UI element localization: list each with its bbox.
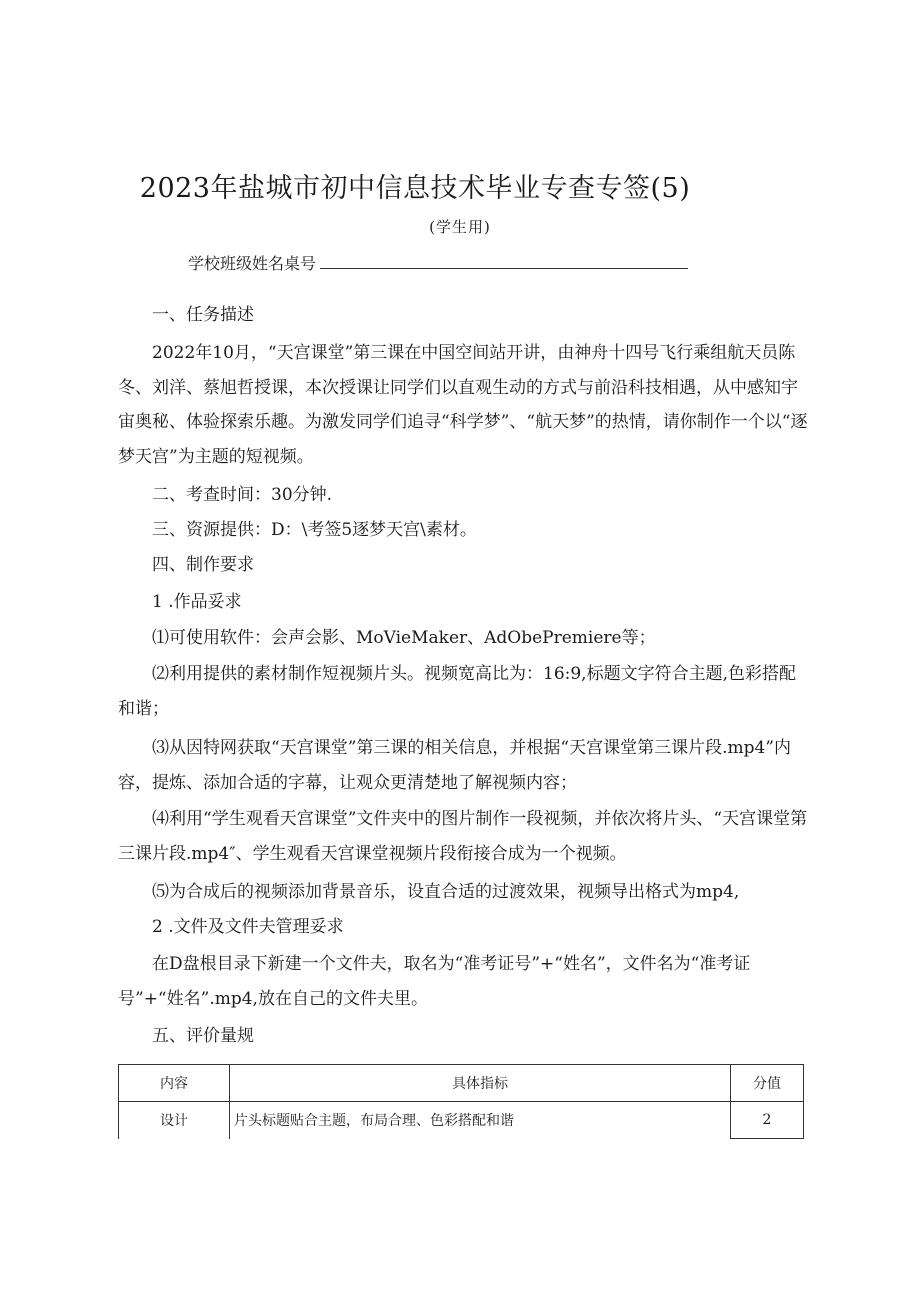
section-2-exam-time: 二、考查时间：30分钟.: [152, 485, 333, 505]
table-header-cell: 分值: [731, 1065, 804, 1102]
requirement-item-5: ⑸为合成后的视频添加背景音乐，设直合适的过渡效果，视频导出格式为mp4,: [152, 882, 740, 902]
evaluation-table: [118, 1064, 804, 1139]
table-header-cell: 具体指标: [230, 1065, 731, 1102]
section-4-heading: 四、制作要求: [152, 555, 254, 575]
file-management-paragraph: 在D盘根目录下新建一个文件夫，取名为“准考证号”+“姓名”，文件名为“准考证号”+“姓名”.mp4,放在自己的文件夫里。: [118, 954, 751, 1009]
table-row: [119, 1102, 804, 1139]
section-5-heading: 五、评价量规: [152, 1026, 254, 1046]
table-cell-indicator: 片头标题贴合主题，布局合理、色彩搭配和谐: [230, 1102, 731, 1139]
table-header-cell: 内容: [119, 1065, 230, 1102]
requirement-item-3: ⑶从因特网获取“天宫课堂”第三课的相关信息，并根据“天宫课堂第三课片段.mp4”内容，提炼、添加合适的字幕，让观众更清楚地了解视频内容；: [118, 738, 791, 793]
table-cell-content: 设计: [119, 1102, 230, 1139]
requirement-item-4: ⑷利用“学生观看天宫课堂”文件夹中的图片制作一段视频，并依次将片头、“天宫课堂第三课片段.mp4″、学生观看天宫课堂视频片段衔接合成为一个视频。: [118, 809, 808, 864]
section-3-resources: 三、资源提供：D：\考签5逐梦天宫\素材。: [152, 520, 477, 540]
table-cell-score: 2: [731, 1102, 804, 1139]
section-4-subheading-2: 2 .文件及文件夫管理妥求: [152, 917, 344, 937]
student-info-blank: [320, 254, 688, 269]
requirement-item-2: ⑵利用提供的素材制作短视频片头。视频宽高比为：16:9,标题文字符合主题,色彩搭配和谐；: [118, 664, 796, 719]
task-description-paragraph: 2022年10月，“天宫课堂”第三课在中国空间站开讲，由神舟十四号飞行乘组航天员陈冬、刘洋、蔡旭哲授课，本次授课让同学们以直观生动的方式与前沿科技相遇，从中感知宇宙奥秘、体验探索乐趣。为激发同学们追寻“科学梦”、“航天梦”的热情，请你制作一个以“逐梦天宫”为主题的短视频。: [118, 343, 808, 467]
page-title: 2023年盐城市初中信息技术毕业专查专签(5): [139, 173, 691, 204]
requirement-item-1: ⑴可使用软件：会声会影、MoVieMaker、AdObePremiere等；: [152, 628, 656, 648]
page-subtitle: (学生用): [429, 218, 491, 236]
section-1-heading: 一、任务描述: [152, 305, 254, 325]
table-header-row: [119, 1065, 804, 1102]
section-4-subheading-1: 1 .作品妥求: [152, 592, 242, 612]
student-info-line: [188, 251, 688, 274]
student-info-label: 学校班级姓名桌号: [188, 254, 317, 273]
